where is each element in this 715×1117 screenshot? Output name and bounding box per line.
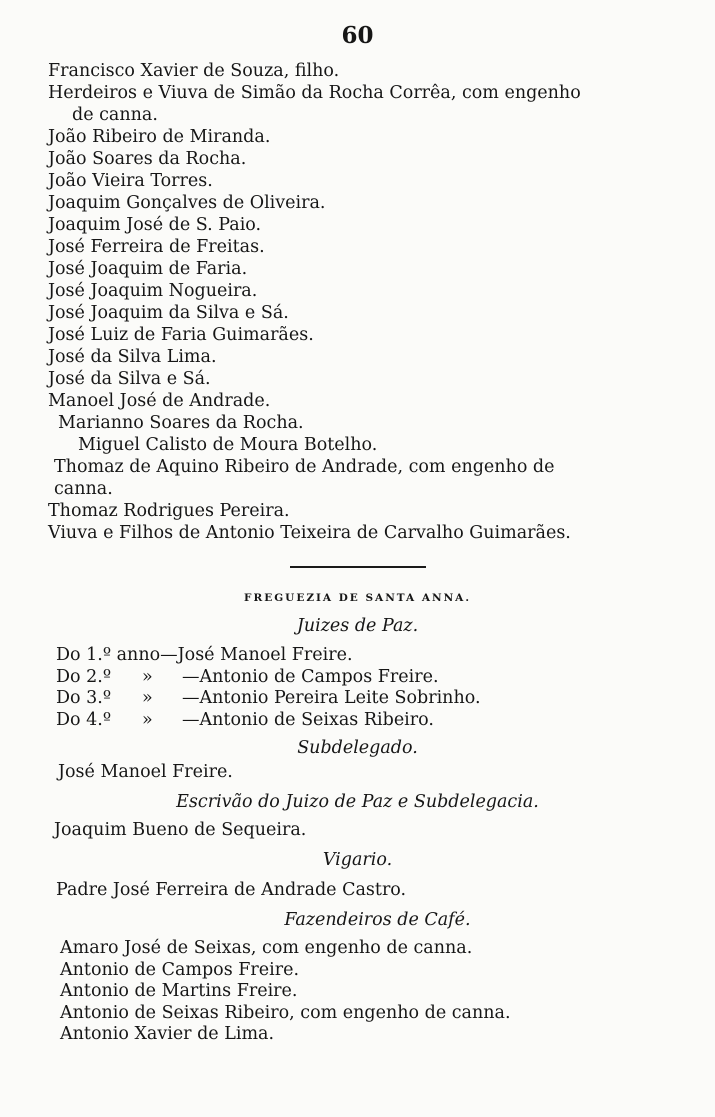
judge-dash: — xyxy=(160,645,178,665)
page-number: 60 xyxy=(341,22,374,49)
list-item: Herdeiros e Viuva de Simão da Rocha Corrêa, com engenho xyxy=(48,83,581,103)
list-item: João Vieira Torres. xyxy=(48,171,213,191)
list-item: Antonio de Martins Freire. xyxy=(60,981,298,1001)
list-item: Marianno Soares da Rocha. xyxy=(58,413,304,433)
list-item: José Ferreira de Freitas. xyxy=(48,237,265,257)
judge-name: José Manoel Freire. xyxy=(177,645,353,665)
judges-heading: Juizes de Paz. xyxy=(296,616,419,636)
list-item-continuation: de canna. xyxy=(72,105,158,125)
list-item: Thomaz Rodrigues Pereira. xyxy=(48,501,290,521)
judge-ordinal: Do 3.º xyxy=(56,688,112,708)
subdelegado-heading: Subdelegado. xyxy=(297,738,418,758)
parish-title: FREGUEZIA DE SANTA ANNA. xyxy=(244,592,471,604)
fazendeiros-heading: Fazendeiros de Café. xyxy=(284,910,471,930)
judge-ordinal: Do 4.º xyxy=(56,709,112,730)
judge-name: Antonio Pereira Leite Sobrinho. xyxy=(199,688,481,708)
judge-row xyxy=(56,645,481,667)
judge-row xyxy=(56,710,481,732)
judge-name: Antonio de Campos Freire. xyxy=(199,666,439,687)
ditto-mark: » xyxy=(142,666,153,687)
escrivao-heading: Escrivão do Juizo de Paz e Subdelegacia. xyxy=(176,792,539,812)
list-item: José Luiz de Faria Guimarães. xyxy=(48,325,314,345)
escrivao-name: Joaquim Bueno de Sequeira. xyxy=(54,820,307,840)
judge-ordinal: Do 1.º anno xyxy=(56,645,161,665)
list-item-continuation: canna. xyxy=(54,479,113,499)
judge-dash: — xyxy=(182,666,200,687)
list-item: Amaro José de Seixas, com engenho de canna. xyxy=(60,938,473,958)
judges-list xyxy=(56,645,481,731)
judge-dash: — xyxy=(182,688,200,708)
list-item: José da Silva e Sá. xyxy=(48,369,211,389)
vigario-name: Padre José Ferreira de Andrade Castro. xyxy=(56,880,407,900)
judge-row xyxy=(56,688,481,710)
subdelegado-name: José Manoel Freire. xyxy=(58,762,233,782)
list-item: Thomaz de Aquino Ribeiro de Andrade, com engenho de xyxy=(54,457,555,477)
list-item: Antonio de Campos Freire. xyxy=(60,959,300,980)
list-item: José Joaquim de Faria. xyxy=(48,259,248,279)
judge-dash: — xyxy=(182,709,200,730)
judge-row xyxy=(56,667,481,689)
list-item: Joaquim Gonçalves de Oliveira. xyxy=(48,193,326,213)
list-item: Joaquim José de S. Paio. xyxy=(48,215,262,235)
fazendeiros-list xyxy=(60,938,511,1046)
judge-ordinal: Do 2.º xyxy=(56,666,112,687)
list-item: Miguel Calisto de Moura Botelho. xyxy=(78,435,378,455)
ditto-mark: » xyxy=(142,709,153,730)
list-item: Manoel José de Andrade. xyxy=(48,391,271,411)
section-divider xyxy=(290,566,426,568)
list-item: João Ribeiro de Miranda. xyxy=(48,127,271,147)
list-item: José da Silva Lima. xyxy=(48,347,217,367)
list-item: Antonio de Seixas Ribeiro, com engenho de canna. xyxy=(60,1002,511,1023)
landowner-list xyxy=(48,60,581,544)
list-item: Viuva e Filhos de Antonio Teixeira de Carvalho Guimarães. xyxy=(48,523,571,543)
ditto-mark: » xyxy=(142,688,153,708)
list-item: Antonio Xavier de Lima. xyxy=(60,1024,275,1044)
list-item: José Joaquim Nogueira. xyxy=(48,281,258,301)
list-item: Francisco Xavier de Souza, filho. xyxy=(48,61,340,81)
list-item: José Joaquim da Silva e Sá. xyxy=(48,303,289,323)
vigario-heading: Vigario. xyxy=(322,850,393,870)
list-item: João Soares da Rocha. xyxy=(48,149,247,169)
judge-name: Antonio de Seixas Ribeiro. xyxy=(199,709,434,730)
